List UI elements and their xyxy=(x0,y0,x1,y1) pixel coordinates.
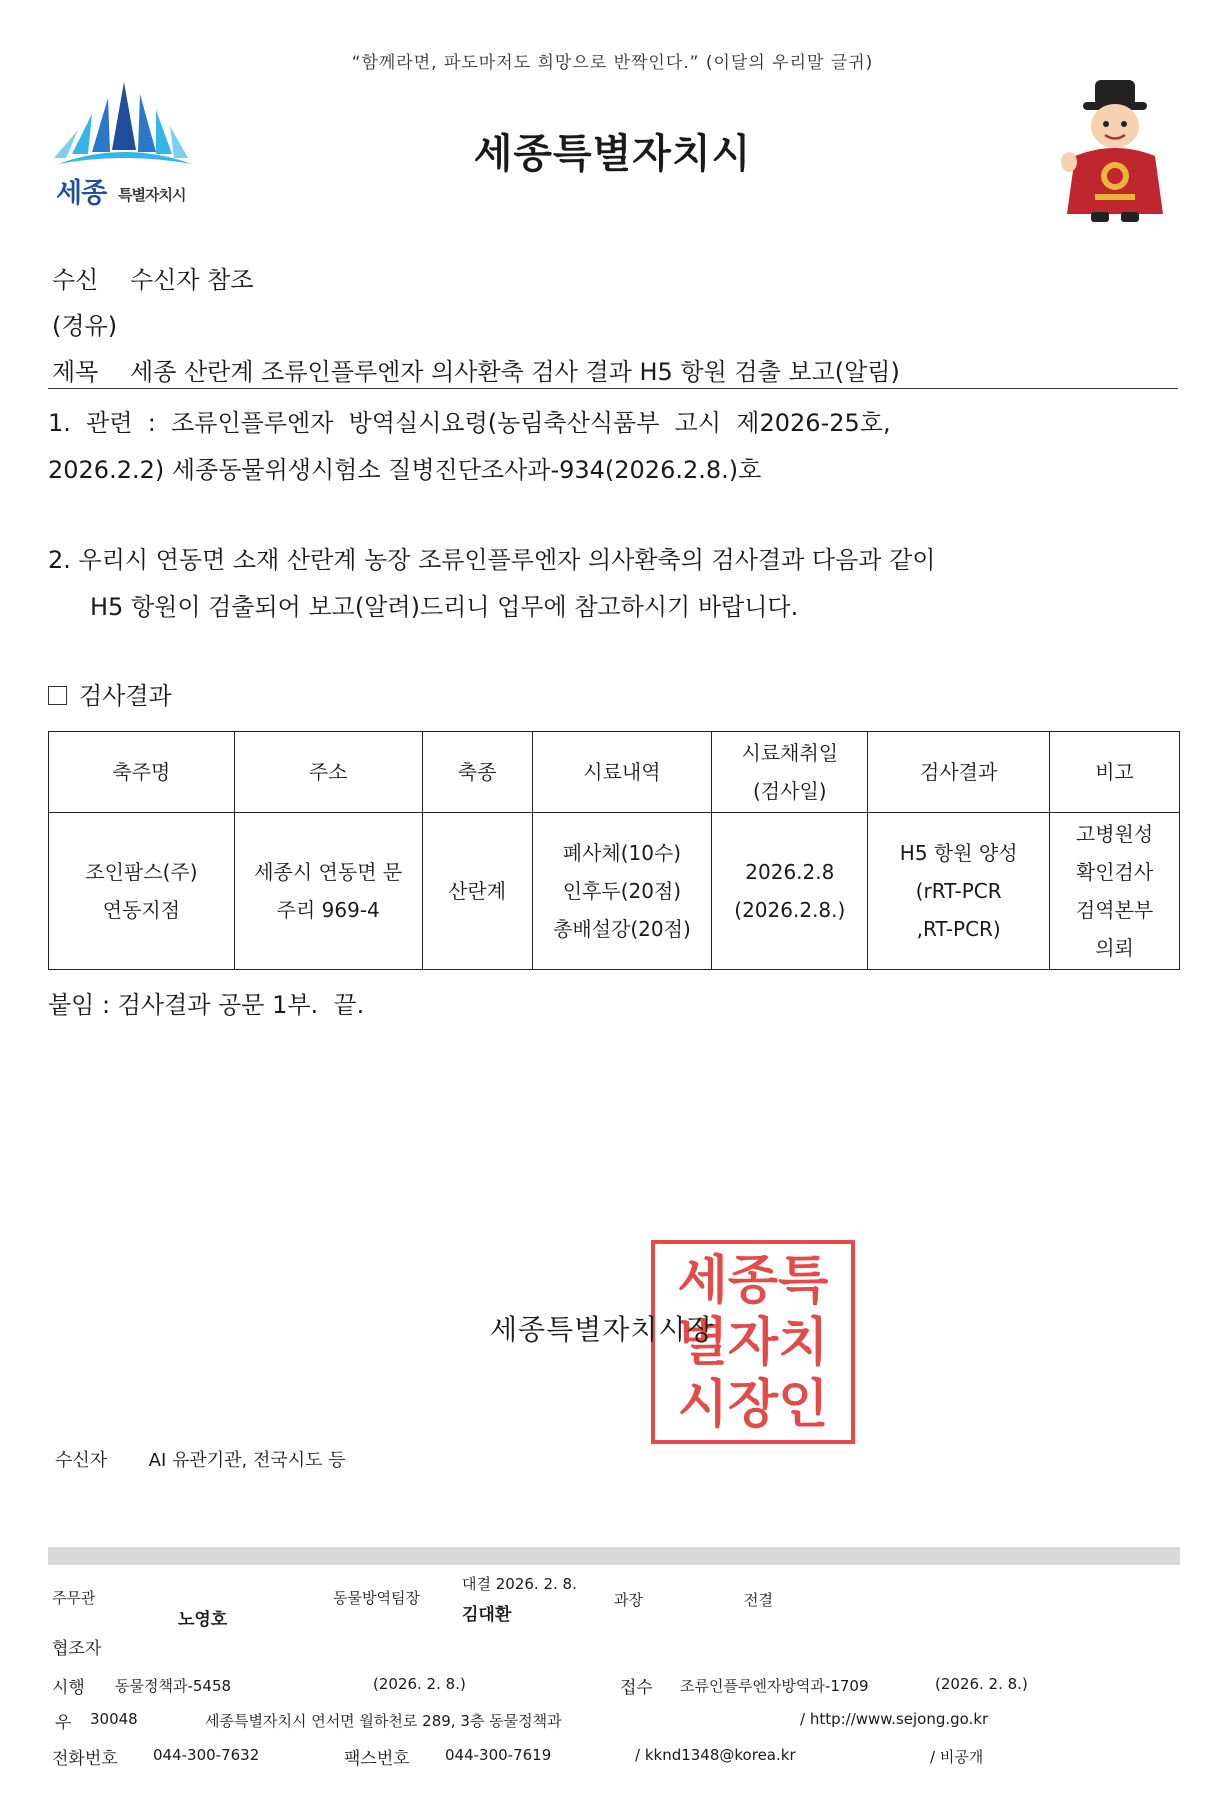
header-divider xyxy=(48,388,1178,389)
svg-text:특별자치시: 특별자치시 xyxy=(118,186,186,204)
table-cell: 2026.2.8 (2026.2.8.) xyxy=(712,813,868,970)
decision-label: 대결 2026. 2. 8. xyxy=(462,1575,577,1593)
phone-label: 전화번호 xyxy=(52,1749,118,1769)
subject-row xyxy=(52,352,900,387)
footer-band xyxy=(48,1547,1180,1565)
table-cell: H5 항원 양성 (rRT-PCR ,RT-PCR) xyxy=(868,813,1050,970)
results-table xyxy=(48,731,1180,970)
table-header-cell: 비고 xyxy=(1050,732,1180,813)
attachment-note: 붙임 : 검사결과 공문 1부. 끝. xyxy=(48,991,365,1019)
table-row xyxy=(49,813,1180,970)
cooperator-label: 협조자 xyxy=(52,1639,102,1659)
recipient-value: 수신자 참조 xyxy=(130,266,254,294)
table-header-cell: 주소 xyxy=(234,732,422,813)
table-cell: 고병원성 확인검사 검역본부 의뢰 xyxy=(1050,813,1180,970)
table-header-cell: 시료내역 xyxy=(532,732,712,813)
receipt-label: 접수 xyxy=(620,1678,653,1698)
fax-value: 044-300-7619 xyxy=(445,1746,552,1764)
recipients-label: 수신자 xyxy=(55,1450,108,1471)
exec-label: 시행 xyxy=(52,1678,85,1698)
recipients-row xyxy=(55,1446,346,1472)
postal-label: 우 xyxy=(55,1713,72,1733)
monthly-slogan: “함께라면, 파도마저도 희망으로 반짝인다.” (이달의 우리말 글귀) xyxy=(351,53,874,73)
exec-value: 동물정책과-5458 xyxy=(115,1677,232,1695)
disclosure-value: / 비공개 xyxy=(930,1748,984,1766)
exec-date: (2026. 2. 8.) xyxy=(373,1675,466,1693)
section-title xyxy=(48,676,172,711)
paragraph-2-line-1: 2. 우리시 연동면 소재 산란계 농장 조류인플루엔자 의사환축의 검사결과 다음과 같이 xyxy=(48,546,936,574)
homepage-link[interactable]: / http://www.sejong.go.kr xyxy=(800,1710,989,1728)
table-header-cell: 검사결과 xyxy=(868,732,1050,813)
paragraph-2 xyxy=(48,537,1178,631)
receipt-value: 조류인플루엔자방역과-1709 xyxy=(680,1677,869,1695)
paragraph-1-line-2: 2026.2.2) 세종동물위생시험소 질병진단조사과-934(2026.2.8.)호 xyxy=(48,456,762,484)
postal-code: 30048 xyxy=(90,1710,138,1728)
paragraph-2-line-2: H5 항원이 검출되어 보고(알려)드리니 업무에 참고하시기 바랍니다. xyxy=(90,593,799,621)
checkbox-icon xyxy=(48,686,67,705)
table-header-cell: 시료채취일 (검사일) xyxy=(712,732,868,813)
officer-name: 노영호 xyxy=(178,1610,228,1630)
fax-label: 팩스번호 xyxy=(344,1749,410,1769)
subject-label: 제목 xyxy=(52,358,99,386)
paragraph-1 xyxy=(48,400,1178,494)
phone-value: 044-300-7632 xyxy=(153,1746,260,1764)
subject-value: 세종 산란계 조류인플루엔자 의사환축 검사 결과 H5 항원 검출 보고(알림) xyxy=(130,358,900,386)
recipient-label: 수신 xyxy=(52,266,99,294)
paragraph-1-line-1: 1. 관련 : 조류인플루엔자 방역실시요령(농림축산식품부 고시 제2026-25호, xyxy=(48,409,891,437)
mascot-king-icon xyxy=(1055,78,1175,223)
mayor-signature: 세종특별자치시장 xyxy=(490,1313,715,1346)
address: 세종특별자치시 연서면 월하천로 289, 3층 동물정책과 xyxy=(205,1712,562,1730)
decision-name: 김대환 xyxy=(462,1605,512,1625)
document-title: 세종특별자치시 xyxy=(473,131,752,177)
section-title-text: 검사결과 xyxy=(79,682,172,710)
table-cell: 세종시 연동면 문 주리 969-4 xyxy=(234,813,422,970)
official-seal-icon: 세종특 별자치 시장인 xyxy=(651,1240,855,1444)
table-cell: 산란계 xyxy=(422,813,532,970)
via-row: (경유) xyxy=(52,312,118,340)
table-header-cell: 축주명 xyxy=(49,732,235,813)
email-link[interactable]: / kknd1348@korea.kr xyxy=(635,1746,796,1764)
receipt-date: (2026. 2. 8.) xyxy=(935,1675,1028,1693)
team-leader-label: 동물방역팀장 xyxy=(333,1589,420,1607)
director-label: 과장 xyxy=(614,1591,643,1609)
table-cell: 조인팜스(주) 연동지점 xyxy=(49,813,235,970)
recipient-row xyxy=(52,260,254,295)
table-cell: 폐사체(10수) 인후두(20점) 총배설강(20점) xyxy=(532,813,712,970)
table-header-cell: 축종 xyxy=(422,732,532,813)
recipients-value: AI 유관기관, 전국시도 등 xyxy=(148,1450,346,1471)
svg-text:세종: 세종 xyxy=(56,178,107,209)
enforce-label: 전결 xyxy=(744,1591,773,1609)
table-header-row xyxy=(49,732,1180,813)
officer-label: 주무관 xyxy=(52,1589,96,1607)
